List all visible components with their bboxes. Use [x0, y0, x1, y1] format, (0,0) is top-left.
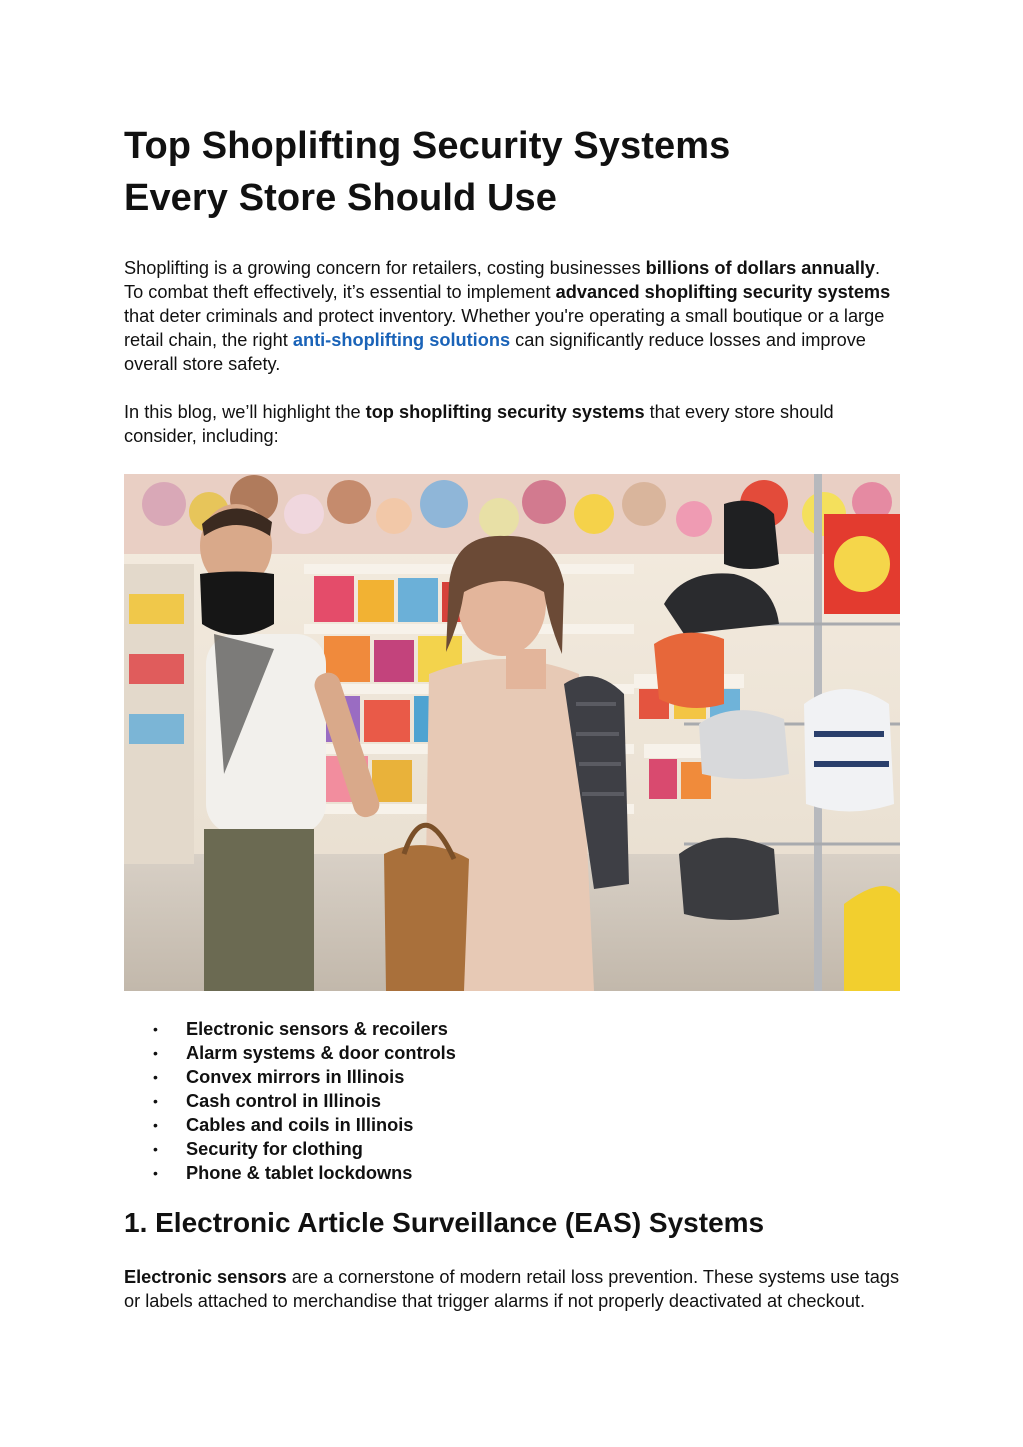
bullet-icon: • [153, 1117, 158, 1133]
list-item [153, 1137, 900, 1161]
list-item-label: Cash control in Illinois [186, 1091, 382, 1111]
intro-bold-1: billions of dollars annually [645, 258, 876, 278]
lead-paragraph [124, 400, 900, 448]
intro-text-3: that deter criminals and protect inventory. Whether you're operating a small boutique or a large retail chain, the right [124, 306, 885, 350]
list-item [153, 1089, 900, 1113]
intro-text-4: can significantly reduce losses and improve overall store safety. [124, 330, 866, 374]
list-item [153, 1161, 900, 1185]
shoplifting-store-photo [124, 474, 900, 991]
title-line-2: Every Store Should Use [124, 177, 558, 219]
list-item-label: Electronic sensors & recoilers [186, 1019, 448, 1039]
title-line-1: Top Shoplifting Security Systems [124, 125, 731, 167]
anti-shoplifting-link[interactable]: anti-shoplifting solutions [292, 330, 511, 350]
section-1-text: are a cornerstone of modern retail loss prevention. These systems use tags or labels attached to merchandise that trigger alarms if not properly deactivated at checkout. [124, 1267, 900, 1311]
lead-bold-1: top shoplifting security systems [365, 402, 645, 422]
lead-text-1: In this blog, we’ll highlight the [124, 402, 366, 422]
bullet-icon: • [153, 1069, 158, 1085]
article [124, 120, 900, 1313]
list-item-label: Cables and coils in Illinois [186, 1115, 414, 1135]
intro-text-1: Shoplifting is a growing concern for retailers, costing businesses [124, 258, 646, 278]
section-1-heading: 1. Electronic Article Surveillance (EAS) Systems [124, 1207, 765, 1238]
list-item [153, 1017, 900, 1041]
list-item-label: Security for clothing [186, 1139, 363, 1159]
list-item [153, 1113, 900, 1137]
list-item-label: Alarm systems & door controls [186, 1043, 456, 1063]
list-item [153, 1041, 900, 1065]
section-1-bold: Electronic sensors [124, 1267, 287, 1287]
features-list [124, 1017, 900, 1185]
intro-text-2: . To combat theft effectively, it’s essential to implement [124, 258, 881, 302]
lead-text-2: that every store should consider, including: [124, 402, 834, 446]
bullet-icon: • [153, 1093, 158, 1109]
list-item-label: Phone & tablet lockdowns [186, 1163, 413, 1183]
bullet-icon: • [153, 1165, 158, 1181]
bullet-icon: • [153, 1045, 158, 1061]
list-item-label: Convex mirrors in Illinois [186, 1067, 405, 1087]
list-item [153, 1065, 900, 1089]
bullet-icon: • [153, 1141, 158, 1157]
intro-paragraph [124, 256, 900, 376]
intro-bold-2: advanced shoplifting security systems [555, 282, 891, 302]
bullet-icon: • [153, 1021, 158, 1037]
article-title [124, 120, 900, 224]
section-1-paragraph [124, 1265, 900, 1313]
